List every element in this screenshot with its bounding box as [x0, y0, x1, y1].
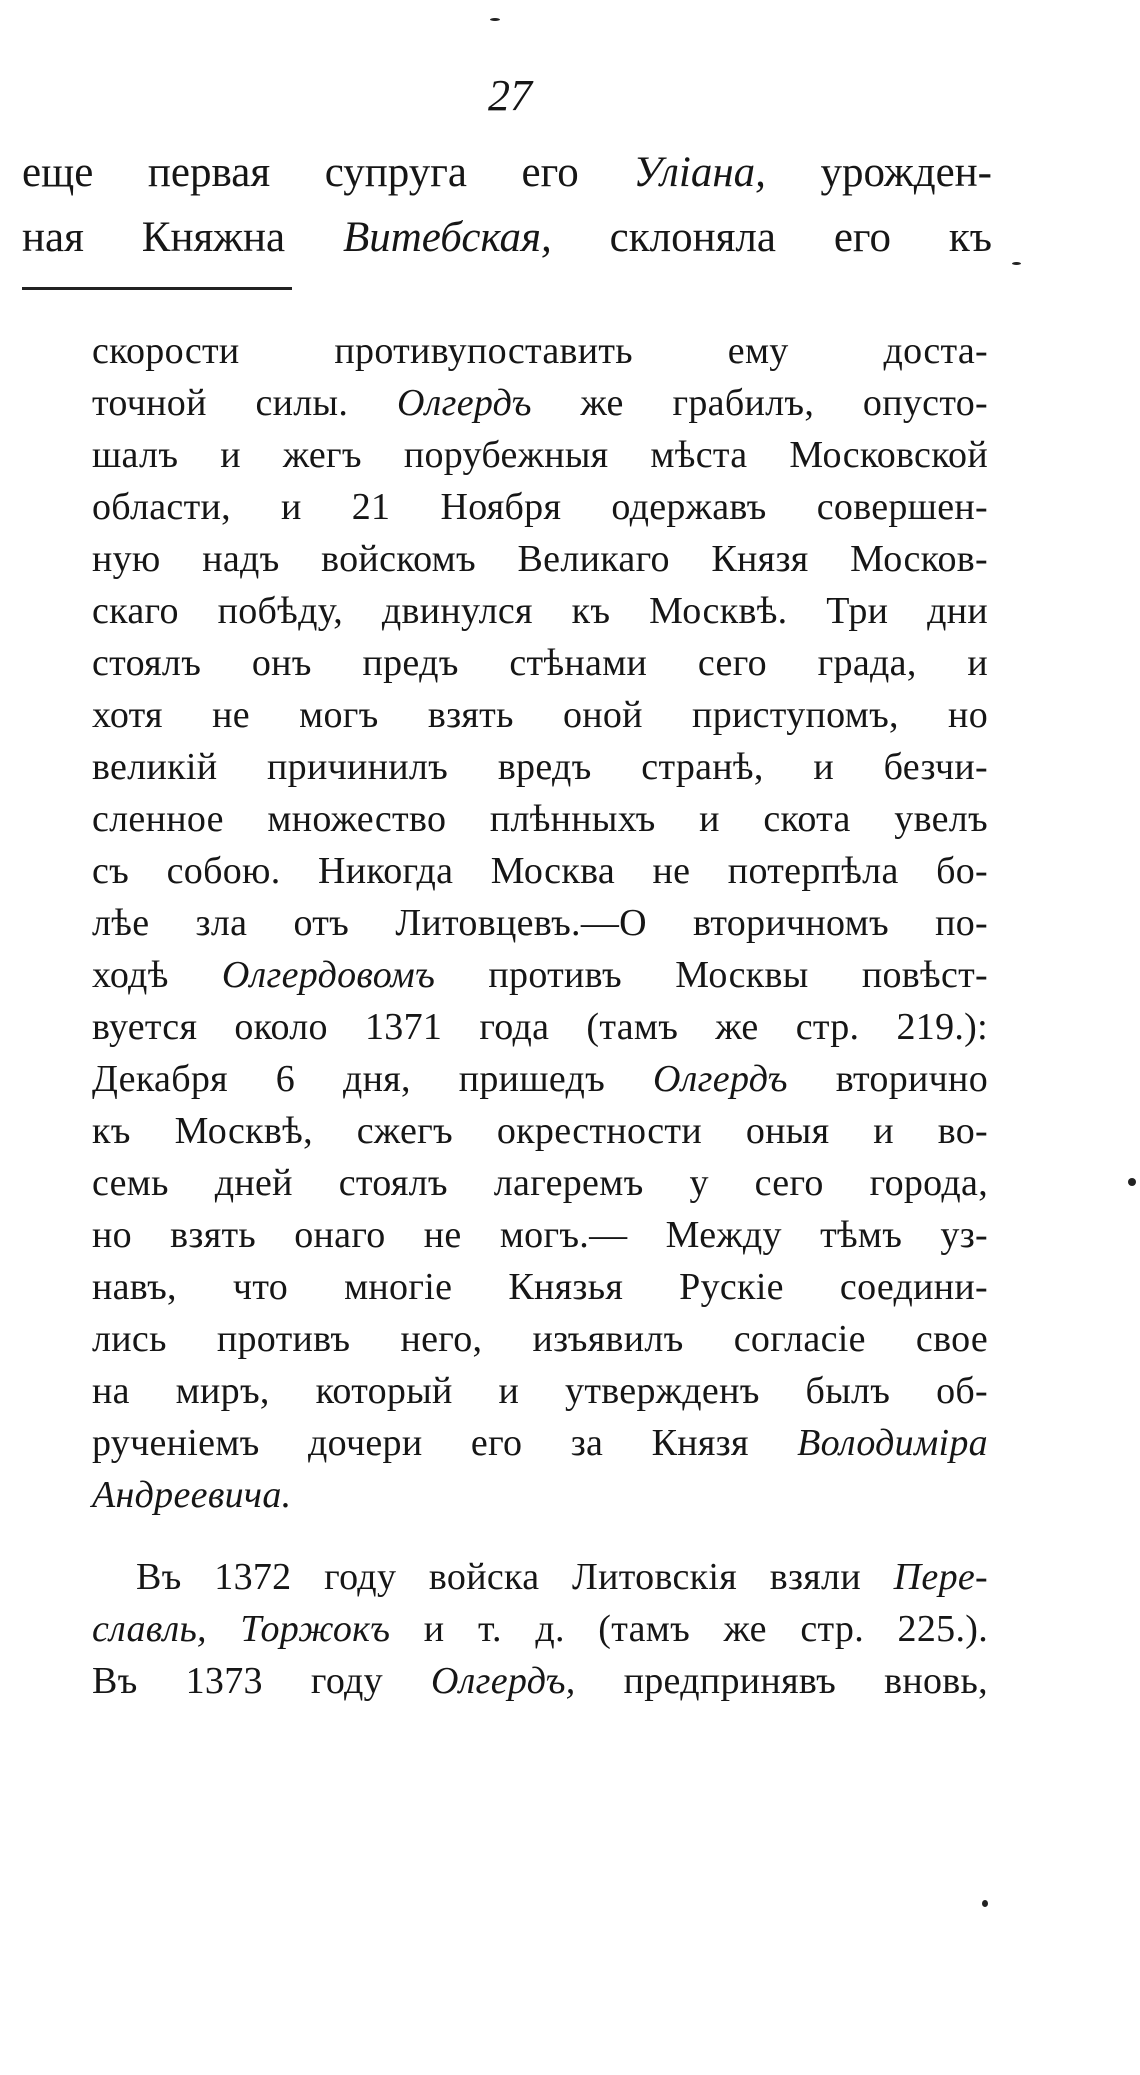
ink-speck	[1012, 262, 1021, 265]
footnote-line: шалъ и жегъ порубежныя мѣста Московской	[92, 434, 988, 476]
footnote-line: Андреевича.	[92, 1474, 292, 1516]
ink-speck	[982, 1900, 988, 1907]
main-text-line: ная Княжна Витебская, склоняла его къ	[22, 214, 992, 261]
footnote-line: лѣе зла отъ Литовцевъ.—О вторичномъ по-	[92, 902, 988, 944]
footnote-line: лись противъ него, изъявилъ согласіе свое	[92, 1318, 988, 1360]
footnote-line: съ собою. Никогда Москва не потерпѣла бо-	[92, 850, 988, 892]
footnote-line: области, и 21 Ноября одержавъ совершен-	[92, 486, 988, 528]
footnote-line: ную надъ войскомъ Великаго Князя Москов-	[92, 538, 988, 580]
footnote-line: точной силы. Олгердъ же грабилъ, опусто-	[92, 382, 988, 424]
footnote-line: скаго побѣду, двинулся къ Москвѣ. Три дни	[92, 590, 988, 632]
footnote-line: къ Москвѣ, сжегъ окрестности оныя и во-	[92, 1110, 988, 1152]
footnote-line: на миръ, который и утвержденъ былъ об-	[92, 1370, 988, 1412]
footnote-line: стоялъ онъ предъ стѣнами сего града, и	[92, 642, 988, 684]
ink-speck	[1128, 1178, 1136, 1186]
main-text-line: еще первая супруга его Уліана, урожден-	[22, 149, 992, 196]
footnote-line: семь дней стоялъ лагеремъ у сего города,	[92, 1162, 988, 1204]
footnote-line: но взять онаго не могъ.— Между тѣмъ уз-	[92, 1214, 988, 1256]
footnote-line: рученіемъ дочери его за Князя Володиміра	[92, 1422, 988, 1464]
footnote-line: сленное множество плѣнныхъ и скота увелъ	[92, 798, 988, 840]
footnote-line: вуется около 1371 года (тамъ же стр. 219.):	[92, 1006, 988, 1048]
footnote-line: славль, Торжокъ и т. д. (тамъ же стр. 225.).	[92, 1608, 988, 1650]
footnote-line: хотя не могъ взять оной приступомъ, но	[92, 694, 988, 736]
footnote-line: ходѣ Олгердовомъ противъ Москвы повѣст-	[92, 954, 988, 996]
footnote-separator	[22, 287, 292, 290]
footnote-line: великій причинилъ вредъ странѣ, и безчи-	[92, 746, 988, 788]
page-number: 27	[488, 71, 532, 120]
ink-speck	[490, 18, 500, 21]
footnote-line: навъ, что многіе Князья Рускіе соедини-	[92, 1266, 988, 1308]
footnote-line: Въ 1372 году войска Литовскія взяли Пере-	[136, 1556, 988, 1598]
footnote-line: скорости противупоставить ему доста-	[92, 330, 988, 372]
footnote-line: Въ 1373 году Олгердъ, предпринявъ вновь,	[92, 1660, 988, 1702]
footnote-line: Декабря 6 дня, пришедъ Олгердъ вторично	[92, 1058, 988, 1100]
